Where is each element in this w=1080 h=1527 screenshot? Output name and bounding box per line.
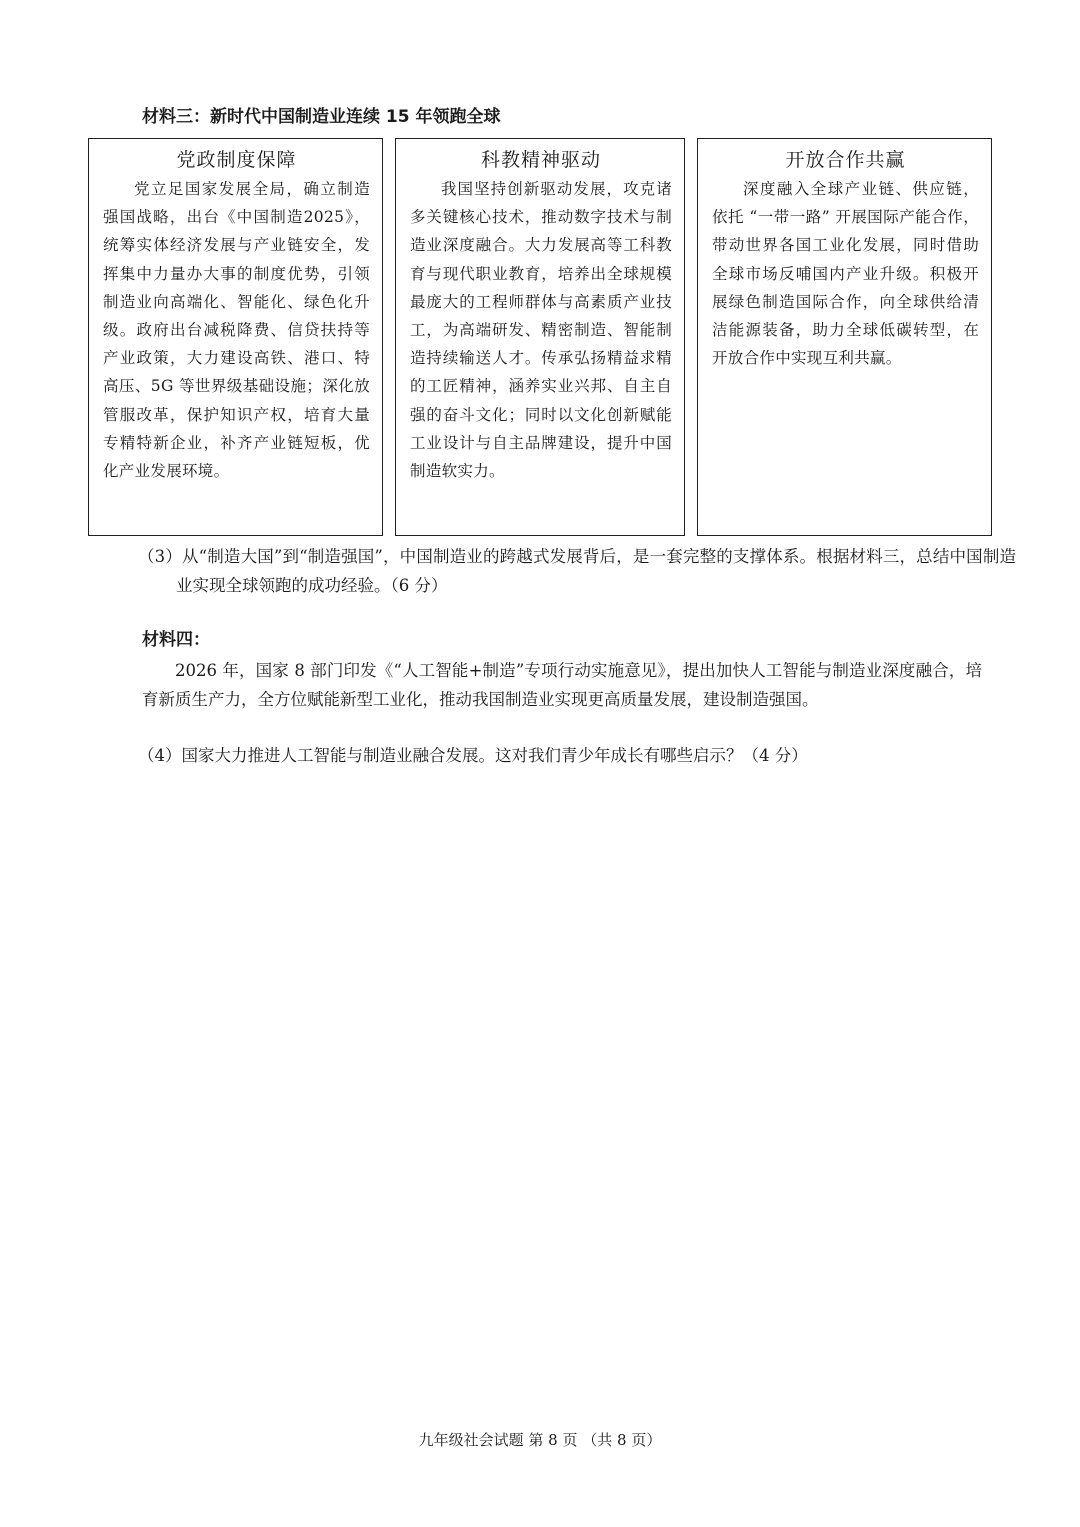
question-3: （3）从“制造大国”到“制造强国”，中国制造业的跨越式发展背后，是一套完整的支撑体系。根据材料三，总结中国制造业实现全球领跑的成功经验。（6 分）: [138, 547, 1016, 595]
box-title: 科教精神驱动: [480, 149, 601, 171]
material4-text: 2026 年，国家 8 部门印发《“人工智能+制造”专项行动实施意见》，提出加快人工智能与制造业深度融合，培育新质生产力，全方位赋能新型工业化，推动我国制造业实现更高质量发展，建设制造强国。: [142, 661, 982, 709]
box-body: 我国坚持创新驱动发展，攻克诸多关键核心技术，推动数字技术与制造业深度融合。大力发展高等工科教育与现代职业教育，培养出全球规模最庞大的工程师群体与高素质产业技工，为高端研发、精密制造、智能制造持续输送人才。传承弘扬精益求精的工匠精神，涵养实业兴邦、自主自强的奋斗文化；同时以文化创新赋能工业设计与自主品牌建设，提升中国制造软实力。: [410, 180, 672, 481]
box-body: 党立足国家发展全局，确立制造强国战略，出台《中国制造2025》，统筹实体经济发展与产业链安全，发挥集中力量办大事的制度优势，引领制造业向高端化、智能化、绿色化升级。政府出台减税降费、信贷扶持等产业政策，大力建设高铁、港口、特高压、5G 等世界级基础设施；深化放管服改革，保护知识产权，培育大量专精特新企业，补齐产业链短板，优化产业发展环境。: [103, 180, 370, 481]
page-footer: 九年级社会试题 第 8 页 （共 8 页）: [418, 1431, 662, 1449]
box-party-system: [88, 138, 383, 536]
question-4: （4）国家大力推进人工智能与制造业融合发展。这对我们青少年成长有哪些启示？（4 分）: [138, 746, 808, 765]
box-title: 党政制度保障: [176, 149, 297, 171]
material4-heading: 材料四：: [142, 630, 210, 650]
material3-heading: 材料三：新时代中国制造业连续 15 年领跑全球: [142, 107, 501, 127]
box-title: 开放合作共赢: [785, 149, 906, 171]
box-open-cooperation: [697, 138, 992, 536]
box-body: 深度融入全球产业链、供应链，依托 “一带一路” 开展国际产能合作，带动世界各国工业化发展，同时借助全球市场反哺国内产业升级。积极开展绿色制造国际合作，向全球供给清洁能源装备，助力全球低碳转型，在开放合作中实现互利共赢。: [712, 180, 979, 368]
box-science-education: [395, 138, 685, 536]
